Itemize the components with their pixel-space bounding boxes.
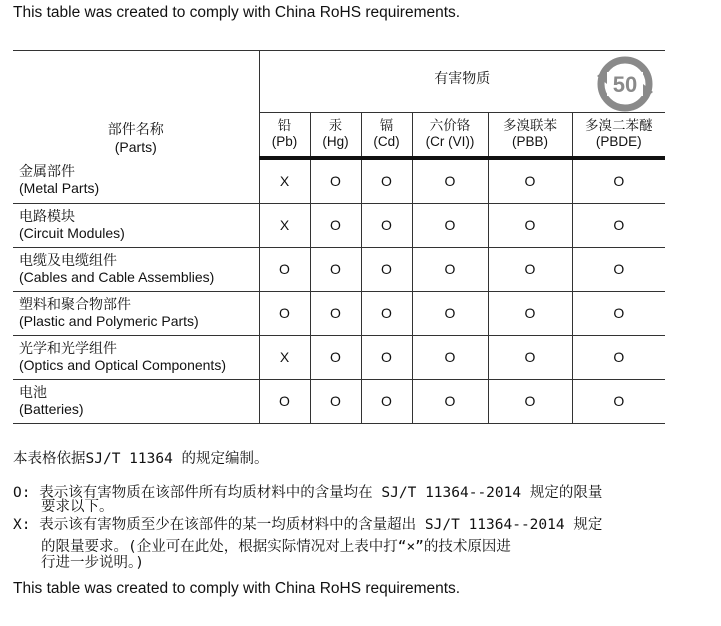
x-note-line1: X: 表示该有害物质至少在该部件的某一均质材料中的含量超出 SJ/T 11364--2014 规定 [13, 517, 603, 533]
mark-cell: O [412, 379, 488, 423]
svg-text:50: 50 [612, 72, 638, 97]
mark-cell: O [488, 247, 572, 291]
x-note-line3: 行进一步说明。) [41, 555, 144, 571]
mark-cell: O [259, 291, 310, 335]
part-name: 塑料和聚合物部件 (Plastic and Polymeric Parts) [13, 291, 259, 335]
parts-header-cn: 部件名称 [107, 120, 164, 137]
mark-cell: O [412, 291, 488, 335]
mark-cell: O [361, 291, 412, 335]
mark-cell: O [488, 379, 572, 423]
mark-cell: O [488, 158, 572, 204]
parts-header-en: (Parts) [114, 138, 157, 155]
table-row [13, 247, 665, 291]
part-name: 电路模块 (Circuit Modules) [13, 203, 259, 247]
table-row [13, 335, 665, 379]
mark-cell: O [412, 247, 488, 291]
substance-header: 汞 (Hg) [310, 113, 361, 158]
mark-cell: O [310, 291, 361, 335]
mark-cell: O [572, 379, 665, 423]
mark-cell: O [259, 247, 310, 291]
table-row [13, 291, 665, 335]
mark-cell: O [572, 203, 665, 247]
mark-cell: O [310, 335, 361, 379]
mark-cell: O [572, 247, 665, 291]
substance-header: 六价铬 (Cr (VI)) [412, 113, 488, 158]
mark-cell: O [412, 203, 488, 247]
x-note-line2: 的限量要求。(企业可在此处，根据实际情况对上表中打“×”的技术原因进 [41, 539, 511, 555]
hazard-header [259, 51, 665, 113]
substance-header: 多溴联苯 (PBB) [488, 113, 572, 158]
mark-cell: O [572, 335, 665, 379]
o-note-line1: O: 表示该有害物质在该部件所有均质材料中的含量均在 SJ/T 11364--2014 规定的限量 [13, 485, 603, 501]
mark-cell: O [488, 291, 572, 335]
mark-cell: O [361, 379, 412, 423]
part-name: 光学和光学组件 (Optics and Optical Components) [13, 335, 259, 379]
mark-cell: O [572, 291, 665, 335]
mark-cell: O [572, 158, 665, 204]
intro-text: This table was created to comply with China RoHS requirements. [13, 4, 461, 21]
substance-header: 镉 (Cd) [361, 113, 412, 158]
mark-cell: X [259, 203, 310, 247]
mark-cell: O [412, 335, 488, 379]
substance-header: 多溴二苯醚 (PBDE) [572, 113, 665, 158]
hazard-title: 有害物质 [434, 69, 491, 86]
mark-cell: O [361, 335, 412, 379]
rohs-table [13, 50, 665, 424]
table-row [13, 158, 665, 204]
mark-cell: O [412, 158, 488, 204]
mark-cell: X [259, 335, 310, 379]
mark-cell: O [310, 247, 361, 291]
mark-cell: O [488, 335, 572, 379]
part-name: 电缆及电缆组件 (Cables and Cable Assemblies) [13, 247, 259, 291]
o-note-line2: 要求以下。 [41, 499, 114, 515]
part-name: 电池 (Batteries) [13, 379, 259, 423]
table-row [13, 379, 665, 423]
mark-cell: O [361, 158, 412, 204]
table-row [13, 203, 665, 247]
mark-cell: O [361, 203, 412, 247]
mark-cell: O [259, 379, 310, 423]
footer-text: This table was created to comply with China RoHS requirements. [13, 580, 461, 597]
parts-header [13, 51, 259, 158]
mark-cell: O [310, 158, 361, 204]
mark-cell: O [310, 379, 361, 423]
rohs-50-logo-icon [593, 56, 657, 112]
mark-cell: O [310, 203, 361, 247]
substance-header: 铅 (Pb) [259, 113, 310, 158]
mark-cell: X [259, 158, 310, 204]
standard-note: 本表格依据SJ/T 11364 的规定编制。 [13, 451, 269, 467]
mark-cell: O [488, 203, 572, 247]
mark-cell: O [361, 247, 412, 291]
part-name: 金属部件 (Metal Parts) [13, 158, 259, 204]
